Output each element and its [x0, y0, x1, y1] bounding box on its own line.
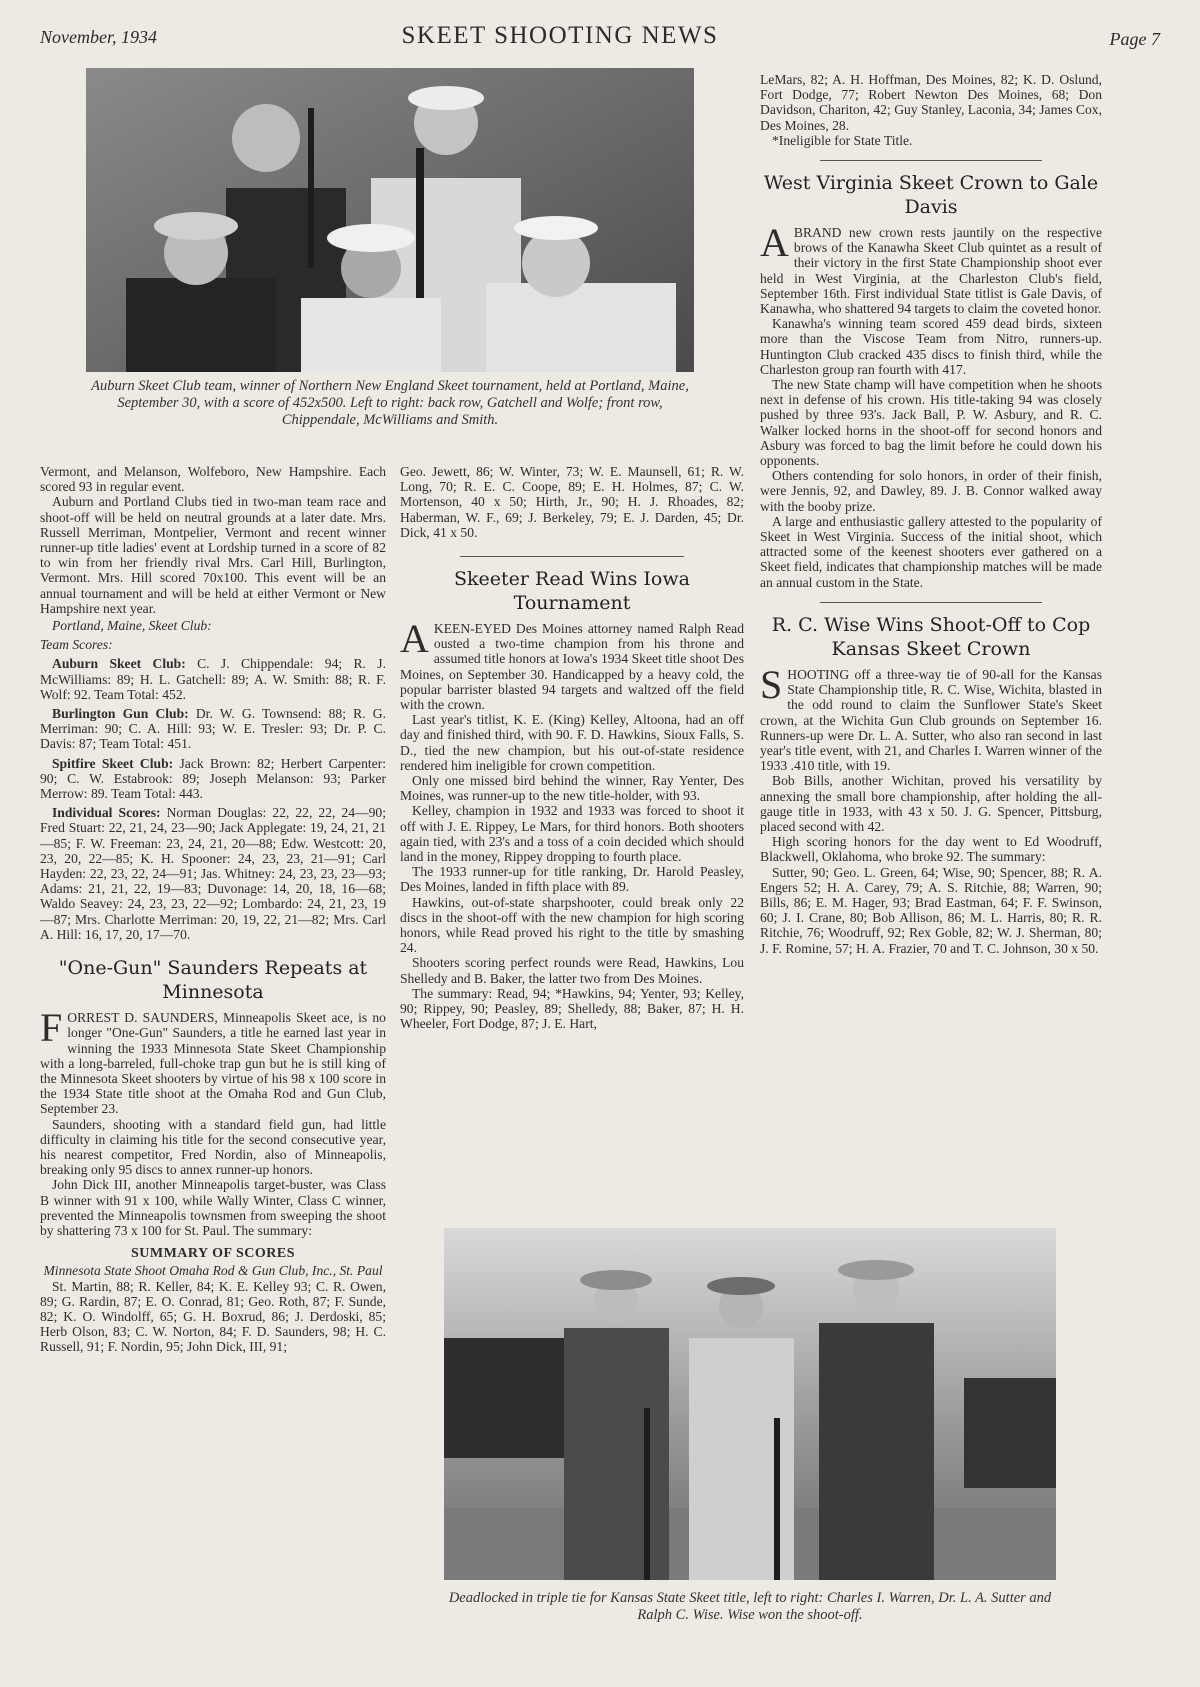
team-photo-caption: Auburn Skeet Club team, winner of Northern New England Skeet tournament, held at Portland, Maine, September 30, with a score of 452x500. Left to right: back row, Gatchell and Wolfe; front row, Chippendale, McWilliams and Smith. — [91, 378, 689, 428]
team-score-entry — [40, 706, 386, 752]
paragraph: Last year's titlist, K. E. (King) Kelley, Altoona, had an off day and finished third, with 90. F. D. Hawkins, Sioux Falls, S. D., tied the new champion, but his out-of-state residence rendered him ineligible for crown competition. — [400, 712, 744, 773]
individual-scores-label: Individual Scores: — [52, 805, 161, 821]
divider — [820, 602, 1042, 603]
paragraph: Geo. Jewett, 86; W. Winter, 73; W. E. Maunsell, 61; R. W. Long, 70; R. E. C. Coope, 89; E. H. Holmes, 87; C. W. Mortenson, 40 x 50; Hirth, Jr., 90; H. J. Rhoades, 82; Haberman, W. F., 69; J. Berkeley, 79; E. J. Darden, 45; Dr. Dick, 41 x 50. — [400, 464, 744, 540]
column-1 — [40, 464, 386, 1355]
paragraph: Kelley, champion in 1932 and 1933 was forced to shoot it off with J. E. Rippey, Le Mars, for third honors. Both shooters again tied, with 23's and a toss of a coin decided which should land in the money, Rippey dropping to fourth place. — [400, 803, 744, 865]
paragraph — [760, 661, 1102, 774]
team-name: Auburn Skeet Club: — [52, 656, 186, 672]
paragraph: Only one missed bird behind the winner, Ray Yenter, Des Moines, was runner-up to the new title-holder, with 93. — [400, 773, 744, 804]
lead-caps: ORREST D. SAUNDERS, — [67, 1010, 218, 1026]
paragraph: LeMars, 82; A. H. Hoffman, Des Moines, 82; K. D. Oslund, Fort Dodge, 77; Robert Newton Des Moines, 68; Don Davidson, Chariton, 42; Guy Stanley, Laconia, 34; James Cox, Des Moines, 28. — [760, 72, 1102, 133]
paragraph: Vermont, and Melanson, Wolfeboro, New Hampshire. Each scored 93 in regular event. — [40, 464, 386, 495]
page-number: Page 7 — [1109, 29, 1160, 49]
drop-cap: S — [760, 661, 783, 707]
team-scores-heading: Team Scores: — [40, 637, 113, 653]
team-scores: Jack Brown: 82; Herbert Carpenter: 90; C. W. Estabrook: 89; Joseph Melanson: 93; Parker Merrow: 89. Team Total: 443. — [40, 755, 386, 802]
team-score-entry — [40, 656, 386, 702]
paragraph — [760, 220, 1102, 317]
paragraph: St. Martin, 88; R. Keller, 84; K. E. Kelley 93; C. R. Owen, 89; G. Rardin, 87; E. O. Conrad, 81; Geo. Roth, 87; F. Sunde, 82; K. O. Windolff, 65; G. H. Boxrud, 86; J. Derdoski, 85; Herb Olson, 83; C. W. Norton, 84; F. D. Saunders, 98; H. C. Russell, 91; F. Nordin, 95; John Dick, III, 91; — [40, 1278, 386, 1355]
article-headline-saunders: "One-Gun" Saunders Repeats at Minnesota — [58, 957, 368, 1004]
team-name: Burlington Gun Club: — [52, 706, 189, 722]
column-3 — [760, 72, 1102, 956]
paragraph: Auburn and Portland Clubs tied in two-man team race and shoot-off will be held on neutral grounds at a later date. Mrs. Russell Merriman, Montpelier, Vermont and recent winner runner-up title ladies' event at Lordship turned in a score of 82 to win from her friendly rival Mrs. Carl Hill, Burlington, Vermont. Mrs. Hill scored 70x100. This event will be an annual tournament and will be held at either Vermont or New Hampshire next year. — [40, 494, 386, 616]
paragraph: A large and enthusiastic gallery attested to the popularity of Skeet in West Virginia. Success of the initial shoot, which attracted some of the keenest shooters ever gathered on a Skeet field, indicates that championship matches will be made an annual custom in the State. — [760, 513, 1102, 590]
kansas-photo — [444, 1228, 1056, 1580]
paragraph: Kanawha's winning team scored 459 dead birds, sixteen more than the Viscose Team from Nitro, runners-up. Huntington Club cracked 435 discs to finish third, while the Charleston group ran fourth with 417. — [760, 316, 1102, 377]
team-scores: Dr. W. G. Townsend: 88; R. G. Merriman: 90; C. A. Hill: 93; W. E. Tresler: 93; Dr. P. C. Davis: 87; Team Total: 451. — [40, 706, 386, 752]
individual-scores — [40, 805, 386, 942]
paragraph: Others contending for solo honors, in order of their finish, were Jennis, 92, and Dawley, 89. J. B. Connor walked away with the booby prize. — [760, 468, 1102, 514]
summary-subheading: Minnesota State Shoot Omaha Rod & Gun Club, Inc., St. Paul — [43, 1263, 383, 1279]
paragraph-text: Des Moines attorney named Ralph Read ousted a two-time champion from his throne and assumed title honors at Iowa's 1934 Skeet title shoot Des Moines, on September 30. Handicapped by a heavy cold, the popular barrister blasted 94 targets and waltzed off the field with the crown. — [400, 621, 744, 713]
paragraph: Hawkins, out-of-state sharpshooter, could break only 22 discs in the shoot-off with the new champion for high scoring honors, while Read proved his right to the title by smashing 24. — [400, 894, 744, 956]
lead-caps: BRAND — [793, 225, 842, 241]
paragraph: The 1933 runner-up for title ranking, Dr. Harold Peasley, Des Moines, landed in fifth place with 89. — [400, 864, 744, 895]
issue-date: November, 1934 — [40, 27, 157, 47]
paragraph: The summary: Read, 94; *Hawkins, 94; Yenter, 93; Kelley, 90; Rippey, 90; Peasley, 89; Shelledy, 88; Baker, 87; H. H. Wheeler, Fort Dodge, 87; J. E. Hart, — [400, 985, 744, 1032]
column-2 — [400, 464, 744, 1032]
team-score-entry — [40, 756, 386, 802]
paragraph: Sutter, 90; Geo. L. Green, 64; Wise, 90; Spencer, 88; R. A. Engers 52; H. A. Carey, 79; A. S. Ritchie, 88; Warren, 90; Bills, 86; E. M. Hager, 93; Brad Eastman, 64; F. F. Swinson, 60; J. I. Crane, 80; Bob Allison, 86; M. L. Harris, 80; R. R. Ritchie, 76; Woodruff, 92; Rex Goble, 82; W. J. Sherman, 80; J. F. Romine, 57; H. A. Frazier, 70 and T. C. Johnson, 30 x 50. — [760, 864, 1102, 956]
divider — [820, 160, 1042, 161]
team-scores: C. J. Chippendale: 94; R. J. McWilliams: 89; H. L. Gatchell: 89; A. W. Smith: 88; R. F. Wolf: 92. Team Total: 452. — [40, 656, 386, 702]
publication-title: SKEET SHOOTING NEWS — [401, 22, 719, 49]
footnote: *Ineligible for State Title. — [772, 132, 913, 148]
drop-cap: A — [760, 220, 789, 266]
team-photo — [86, 68, 694, 372]
summary-heading: SUMMARY OF SCORES — [130, 1246, 296, 1262]
article-headline-west-virginia: West Virginia Skeet Crown to Gale Davis — [763, 172, 1099, 219]
drop-cap: A — [400, 616, 429, 662]
paragraph: John Dick III, another Minneapolis target-buster, was Class B winner with 91 x 100, while Wally Winter, Class C winner, prevented the Minneapolis townsmen from sweeping the shoot by shattering 73 x 100 for St. Paul. The summary: — [40, 1177, 386, 1238]
divider — [460, 556, 684, 557]
paragraph — [400, 616, 744, 713]
article-headline-kansas: R. C. Wise Wins Shoot-Off to Cop Kansas Skeet Crown — [771, 613, 1091, 660]
paragraph-text: new crown rests jauntily on the respective brows of the Kanawha Skeet Club quintet as a result of their victory in the first State Championship shoot ever held in West Virginia, at the Charleston Club's field, September 16th. First individual State titlist is Gale Davis, of Kanawha, who shattered 94 targets to claim the coveted honor. — [760, 225, 1102, 317]
paragraph-text: Minneapolis Skeet ace, is no longer "One-Gun" Saunders, a title he earned last year in winning the 1933 Minnesota State Skeet Championship with a long-barreled, full-choke trap gun but he is still king of the Minnesota Skeet shooters by virtue of his 98 x 100 score in the 1934 State title shoot at the Omaha Rod and Gun Club, September 23. — [40, 1010, 386, 1117]
paragraph — [40, 1005, 386, 1117]
paragraph: The new State champ will have competition when he shoots next in defense of his crown. His title-taking 94 was closely pushed by three 93's. Jack Ball, P. W. Asbury, and R. C. Walker locked horns in the shoot-off for second honors and Asbury was forced to bag the limit before he could down his opponents. — [760, 377, 1102, 469]
club-heading: Portland, Maine, Skeet Club: — [52, 618, 212, 634]
paragraph-text: off a three-way tie of 90-all for the Kansas State Championship title, R. C. Wise, Wichita, blasted in the odd round to claim the Sunflower State's Skeet crown, at the Wichita Gun Club grounds on September 16. Runners-up were Dr. L. A. Sutter, who also ran second in last year's title event, with 21, and Charles I. Warren winner of the 1933 .410 title, with 19. — [760, 666, 1102, 774]
paragraph: Shooters scoring perfect rounds were Read, Hawkins, Lou Shelledy and B. Baker, the latter two from Des Moines. — [400, 955, 744, 986]
lead-caps: HOOTING — [787, 666, 850, 682]
individual-scores-list: Norman Douglas: 22, 22, 22, 24—90; Fred Stuart: 22, 21, 24, 23—90; Jack Applegate: 19, 24, 21, 21—85; F. W. Freeman: 23, 24, 21, 20—88; Edw. Westcott: 20, 23, 20, 22—85; K. H. Spooner: 24, 23, 23, 21—91; Carl Hayden: 22, 23, 22, 24—91; Jas. Whitney: 24, 23, 23, 23—93; Adams: 21, 21, 22, 19—83; Duvonage: 14, 20, 18, 16—68; Waldo Seavey: 24, 23, 23, 22—92; Lombardo: 24, 21, 23, 19—87; Mrs. Charlotte Merriman: 20, 19, 22, 21—82; Mrs. Carl A. Hill: 16, 17, 20, 17—70. — [40, 805, 386, 942]
paragraph: Bob Bills, another Wichitan, proved his versatility by annexing the small bore championship, after holding the all-gauge title in 1933, with 43 x 50. J. G. Spencer, Pittsburg, placed second with 42. — [760, 773, 1102, 834]
paragraph: Saunders, shooting with a standard field gun, had little difficulty in claiming his title for the second consecutive year, his nearest competitor, Fred Nordin, also of Minneapolis, breaking only 95 discs to annex runner-up honors. — [40, 1116, 386, 1178]
lead-caps: KEEN-EYED — [433, 621, 511, 637]
paragraph: High scoring honors for the day went to Ed Woodruff, Blackwell, Oklahoma, who broke 92. The summary: — [760, 834, 1102, 865]
team-name: Spitfire Skeet Club: — [52, 755, 174, 771]
article-headline-iowa: Skeeter Read Wins Iowa Tournament — [454, 568, 690, 615]
drop-cap: F — [40, 1005, 63, 1051]
kansas-photo-caption: Deadlocked in triple tie for Kansas State Skeet title, left to right: Charles I. Warren, Dr. L. A. Sutter and Ralph C. Wise. Wise won the shoot-off. — [448, 1590, 1052, 1623]
